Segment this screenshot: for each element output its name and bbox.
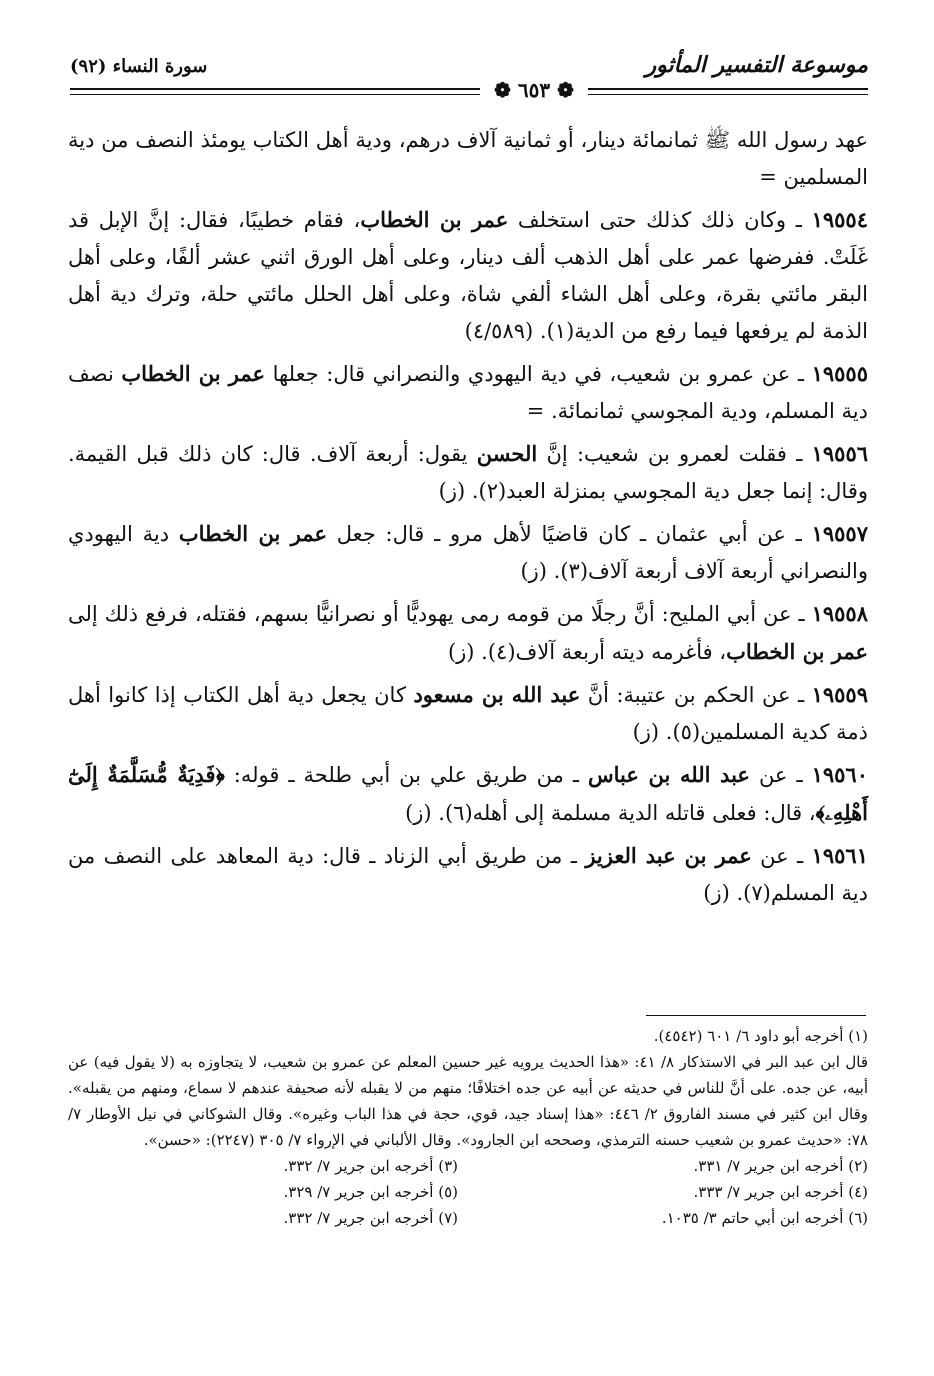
narrator-name: عمر بن الخطاب (121, 361, 266, 386)
paragraph-continuation: عهد رسول الله ﷺ ثمانمائة دينار، أو ثمانية آلاف درهم، ودية أهل الكتاب يومئذ النصف من دية المسلمين = (68, 128, 868, 189)
narration-text: ـ عن (751, 844, 812, 868)
footnote-5: (٥) أخرجه ابن جرير ٧/ ٣٢٩. (283, 1183, 458, 1201)
narration-19554 (68, 201, 868, 350)
narration-text: ـ من طريق علي بن أبي طلحة ـ قوله: (224, 763, 588, 787)
header-rule-right (588, 88, 868, 95)
narration-19557 (68, 515, 868, 590)
narration-19559 (68, 676, 868, 751)
footnote-6: (٦) أخرجه ابن أبي حاتم ٣/ ١٠٣٥. (661, 1209, 868, 1227)
quran-verse: ﴿فَدِيَةٌ مُّسَلَّمَةٌ إِلَىٰٓ أَهْلِهِۦ﴾ (68, 762, 868, 825)
main-text (68, 122, 868, 917)
narration-number: ١٩٥٥٩ (811, 682, 868, 707)
narration-text: ـ وكان ذلك كذلك حتى استخلف (508, 208, 812, 232)
narration-number: ١٩٥٥٨ (811, 601, 868, 626)
narrator-name: عمر بن الخطاب (178, 521, 327, 546)
narration-19558 (68, 595, 868, 671)
narration-text: ـ من طريق أبي الزناد ـ قال: دية المعاهد على النصف من دية المسلم(٧). (ز) (68, 844, 868, 905)
narration-number: ١٩٥٥٦ (811, 441, 869, 466)
narration-text: ـ عن أبي عثمان ـ كان قاضيًا لأهل مرو ـ قال: جعل (326, 522, 812, 546)
narrator-name: عمر بن الخطاب (360, 207, 509, 232)
narrator-name: عبد الله بن مسعود (413, 682, 581, 707)
footnote-separator (646, 1015, 866, 1016)
narration-text: ، قال: فعلى قاتله الدية مسلمة إلى أهله(٦). (ز) (405, 801, 816, 825)
footnote-1: (١) أخرجه أبو داود ٦/ ٦٠١ (٤٥٤٢). (653, 1027, 868, 1045)
narration-text: ـ فقلت لعمرو بن شعيب: إنَّ (537, 442, 812, 466)
narration-19560 (68, 756, 868, 832)
page-header (70, 50, 868, 102)
header-rule-left (70, 88, 480, 95)
narrator-name: الحسن (476, 441, 538, 466)
narration-number: ١٩٥٥٧ (811, 521, 868, 546)
surah-title: سورة النساء (٩٢) (70, 56, 208, 77)
narration-text: ، فقام خطيبًا، فقال: إنَّ الإبل قد غَلَتْ. ففرضها عمر على أهل الذهب ألف دينار، وعلى أهل الورق اثني عشر ألفًا، وعلى أهل البقر مائتي بقرة، وعلى أهل الشاء ألفي شاة، وعلى أهل الحلل مائتي حلة، وترك دية أهل الذمة لم يرفعها فيما رفع من الدية(١). (٤/٥٨٩) (68, 208, 868, 343)
narration-number: ١٩٥٥٥ (811, 361, 868, 386)
narration-19556 (68, 435, 868, 510)
narration-text: ـ عن عمرو بن شعيب، في دية اليهودي والنصراني قال: جعلها (265, 362, 812, 386)
narration-text: ـ عن الحكم بن عتيبة: أنَّ (580, 683, 812, 707)
footnote-3: (٣) أخرجه ابن جرير ٧/ ٣٣٢. (283, 1157, 458, 1175)
narrator-name: عبد الله بن عباس (588, 762, 750, 787)
footnote-2: (٢) أخرجه ابن جرير ٧/ ٣٣١. (693, 1157, 868, 1175)
narration-number: ١٩٥٦١ (811, 843, 868, 868)
narration-19561 (68, 837, 868, 912)
narration-text: نصف دية المسلم، ودية المجوسي ثمانمائة. = (68, 362, 868, 423)
narration-text: ، فأغرمه ديته أربعة آلاف(٤). (ز) (447, 640, 727, 664)
narration-number: ١٩٥٥٤ (811, 207, 868, 232)
footnotes (68, 1023, 868, 1231)
narration-text: دية اليهودي والنصراني أربعة آلاف أربعة آلاف(٣). (ز) (68, 522, 868, 583)
narration-19555 (68, 355, 868, 430)
narration-text: ـ عن (749, 763, 812, 787)
narrator-name: عمر بن الخطاب (726, 639, 868, 664)
footnote-grid (68, 1153, 868, 1231)
footnote-4: (٤) أخرجه ابن جرير ٧/ ٣٣٣. (693, 1183, 868, 1201)
footnote-7: (٧) أخرجه ابن جرير ٧/ ٣٣٢. (283, 1209, 458, 1227)
page-number: ❁ ٦٥٣ ❁ (494, 78, 574, 102)
narration-number: ١٩٥٦٠ (811, 762, 868, 787)
narration-text: ـ عن أبي المليح: أنَّ رجلًا من قومه رمى يهوديًّا أو نصرانيًّا بسهم، فقتله، فرفع ذلك إلى (68, 602, 812, 626)
book-title: موسوعة التفسير المأثور (645, 52, 868, 78)
narration-text: يقول: أربعة آلاف. قال: كان ذلك قبل القيمة. وقال: إنما جعل دية المجوسي بمنزلة العبد(٢). (ز) (68, 442, 868, 503)
footnote-1-commentary: قال ابن عبد البر في الاستذكار ٨/ ٤١: «هذا الحديث يرويه غير حسين المعلم عن عمرو بن شعيب، لا يتجاوزه به (لا يقول فيه) عن أبيه، عن جده. على أنَّ للناس في حديثه عن أبيه عن جده اختلافًا؛ منهم من لا يقبله لأنه صحيفة عندهم لا سماع، ومنهم من يقبله». وقال ابن كثير في مسند الفاروق ٢/ ٤٤٦: «هذا إسناد جيد، قوي، حجة في هذا الباب وغيره». وقال الشوكاني في نيل الأوطار ٧/ ٧٨: «حديث عمرو بن شعيب حسنه الترمذي، وصححه ابن الجارود». وقال الألباني في الإرواء ٧/ ٣٠٥ (٢٢٤٧): «حسن». (68, 1053, 869, 1149)
narration-text: كان يجعل دية أهل الكتاب إذا كانوا أهل ذمة كدية المسلمين(٥). (ز) (68, 683, 868, 744)
narrator-name: عمر بن عبد العزيز (585, 843, 752, 868)
